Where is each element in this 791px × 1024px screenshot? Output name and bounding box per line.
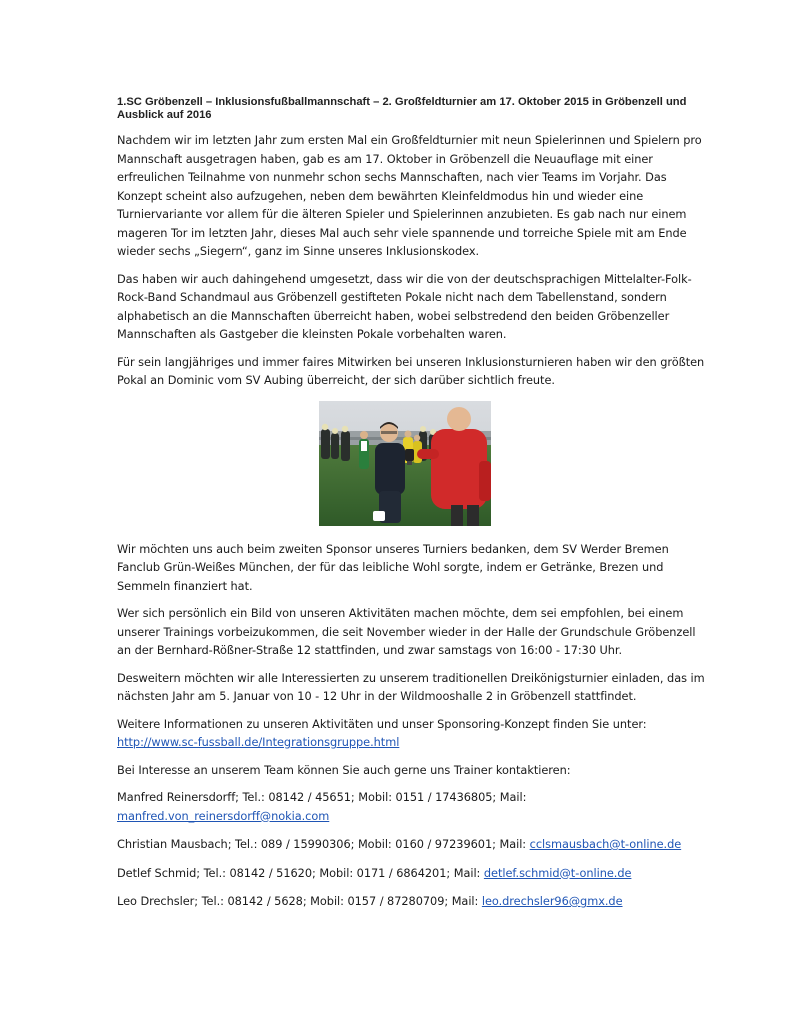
contact-entry: [117, 892, 707, 911]
contact-entry: [117, 864, 707, 883]
integration-group-link[interactable]: http://www.sc-fussball.de/Integrationsgruppe.html: [117, 735, 400, 749]
contact-details: Christian Mausbach; Tel.: 089 / 15990306; Mobil: 0160 / 97239601; Mail:: [117, 837, 527, 851]
paragraph-sponsor: Wir möchten uns auch beim zweiten Sponsor unseres Turniers bedanken, dem SV Werder Bremen Fanclub Grün-Weißes München, der für das leibliche Wohl sorgte, indem er Getränke, Brezen und Semmeln finanziert hat.: [117, 541, 669, 593]
paragraph-tournament: Nachdem wir im letzten Jahr zum ersten Mal ein Großfeldturnier mit neun Spielerinnen und Spielern pro Mannschaft ausgetragen haben, gab es am 17. Oktober in Gröbenzell die Neuauflage mit einer erfreulichen Teilnahme von nunmehr schon sechs Mannschaften, nach vier Teams im Vorjahr. Das Konzept scheint also aufzugehen, neben dem bewährten Kleinfeldmodus hin und wieder eine Turniervariante vor allem für die älteren Spieler und Spielerinnen anzubieten. Es gab nach nur einem mageren Tor im letzten Jahr, dieses Mal auch sehr viele spannende und torreiche Spiele mit am Ende wieder sechs „Siegern“, ganz im Sinne unseres Inklusionskodex.: [117, 133, 702, 258]
contact-entry: [117, 788, 707, 825]
contact-details: Leo Drechsler; Tel.: 08142 / 5628; Mobil: 0157 / 87280709; Mail:: [117, 894, 479, 908]
trainer-contacts: [117, 788, 707, 911]
contact-email-link[interactable]: cclsmausbach@t-online.de: [529, 837, 682, 851]
contact-entry: [117, 835, 707, 854]
article-title: 1.SC Gröbenzell – Inklusionsfußballmannschaft – 2. Großfeldturnier am 17. Oktober 2015 in Gröbenzell und Ausblick auf 2016: [117, 96, 687, 121]
paragraph-contact-intro: Bei Interesse an unserem Team können Sie auch gerne uns Trainer kontaktieren:: [117, 762, 571, 777]
document-content: [117, 96, 707, 921]
paragraph-invitation: Desweitern möchten wir alle Interessierten zu unserem traditionellen Dreikönigsturnier einladen, das im nächsten Jahr am 5. Januar von 10 - 12 Uhr in der Wildmooshalle 2 in Gröbenzell stattfindet.: [117, 670, 705, 703]
contact-details: Manfred Reinersdorff; Tel.: 08142 / 45651; Mobil: 0151 / 17436805; Mail:: [117, 790, 527, 804]
paragraph-more-info: [117, 715, 707, 752]
contact-email-link[interactable]: detlef.schmid@t-online.de: [483, 865, 632, 880]
paragraph-trophies: Das haben wir auch dahingehend umgesetzt, dass wir die von der deutschsprachigen Mittelalter-Folk-Rock-Band Schandmaul aus Gröbenzell gestifteten Pokale nicht nach dem Tabellenstand, sondern alphabetisch an die Mannschaften überreicht haben, wobei selbstredend den beiden Gröbenzeller Mannschaften als Gastgeber die kleinsten Pokale vorbehalten waren.: [117, 271, 692, 341]
contact-details: Detlef Schmid; Tel.: 08142 / 51620; Mobil: 0171 / 6864201; Mail:: [117, 865, 481, 880]
paragraph-training: Wer sich persönlich ein Bild von unseren Aktivitäten machen möchte, dem sei empfohlen, bei einem unserer Trainings vorbeizukommen, die seit November wieder in der Halle der Grundschule Gröbenzell an der Bernhard-Rößner-Straße 12 stattfinden, und zwar samstags von 16:00 - 17:30 Uhr.: [117, 606, 696, 657]
photo-container: [117, 401, 707, 526]
paragraph-dominic: Für sein langjähriges und immer faires Mitwirken bei unseren Inklusionsturnieren haben wir den größten Pokal an Dominic vom SV Aubing überreicht, der sich darüber sichtlich freute.: [117, 354, 705, 387]
trophy-handover-photo: [319, 401, 491, 526]
contact-email-link[interactable]: manfred.von_reinersdorff@nokia.com: [117, 808, 330, 823]
contact-email-link[interactable]: leo.drechsler96@gmx.de: [481, 894, 623, 908]
more-info-text: Weitere Informationen zu unseren Aktivitäten und unser Sponsoring-Konzept finden Sie unter:: [117, 716, 647, 731]
